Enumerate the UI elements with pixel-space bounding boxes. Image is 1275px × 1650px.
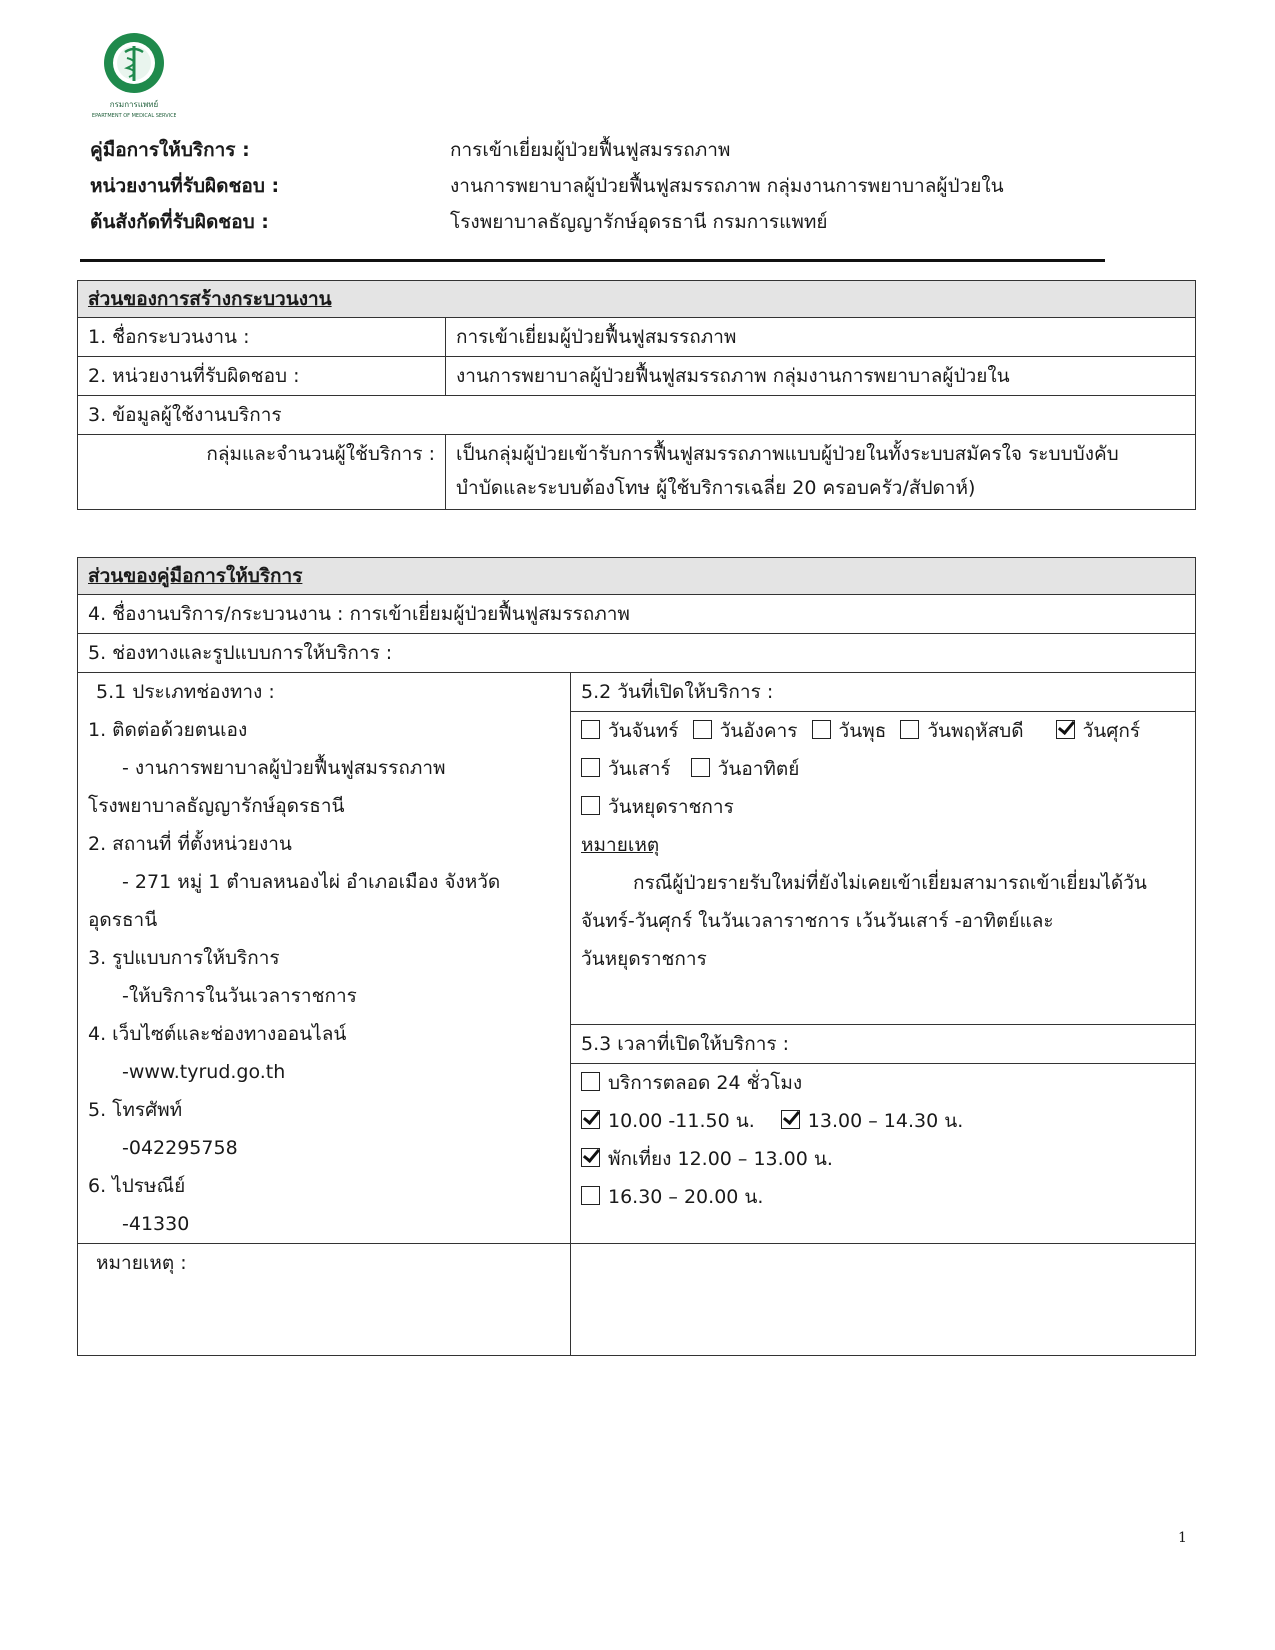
channel-line: 3. รูปแบบการให้บริการ	[88, 947, 280, 969]
process-name-value: การเข้าเยี่ยมผู้ป่วยฟื้นฟูสมรรถภาพ	[446, 318, 1196, 357]
users-label: 3. ข้อมูลผู้ใช้งานบริการ	[78, 396, 1196, 435]
process-unit-value: งานการพยาบาลผู้ป่วยฟื้นฟูสมรรถภาพ กลุ่มงานการพยาบาลผู้ป่วยใน	[446, 357, 1196, 396]
open-hours-title: 5.3 เวลาที่เปิดให้บริการ :	[571, 1025, 1196, 1064]
channel-line: 2. สถานที่ ที่ตั้งหน่วยงาน	[88, 833, 292, 855]
channel-line: -042295758	[122, 1137, 238, 1159]
checkbox-afternoon[interactable]	[781, 1110, 800, 1129]
hours-row-1	[581, 1064, 1185, 1102]
group-value	[446, 435, 1196, 510]
checkbox-evening[interactable]	[581, 1186, 600, 1205]
channel-types-cell	[78, 673, 571, 1244]
manual-table	[77, 557, 1196, 1356]
checkbox-lunch[interactable]	[581, 1148, 600, 1167]
day-friday-label: วันศุกร์	[1082, 720, 1141, 742]
channel-line: - งานการพยาบาลผู้ป่วยฟื้นฟูสมรรถภาพ	[122, 757, 446, 779]
day-wednesday-label: วันพุธ	[838, 720, 887, 742]
days-row-2	[581, 750, 1185, 788]
group-value-line-2: บำบัดและระบบต้องโทษ ผู้ใช้บริการเฉลี่ย 20 ครอบครัว/สัปดาห์)	[456, 477, 976, 499]
manual-label: คู่มือการให้บริการ :	[90, 139, 250, 161]
checkbox-holiday[interactable]	[581, 796, 600, 815]
channels-title: 5. ช่องทางและรูปแบบการให้บริการ :	[78, 634, 1196, 673]
manual-section-title: ส่วนของคู่มือการให้บริการ	[78, 558, 1196, 595]
unit-value: งานการพยาบาลผู้ป่วยฟื้นฟูสมรรถภาพ กลุ่มงานการพยาบาลผู้ป่วยใน	[450, 175, 1004, 197]
day-thursday-label: วันพฤหัสบดี	[927, 720, 1024, 742]
day-monday-label: วันจันทร์	[608, 720, 679, 742]
hours-evening-label: 16.30 – 20.00 น.	[608, 1186, 764, 1209]
open-hours-cell	[571, 1064, 1196, 1244]
channel-line: -www.tyrud.go.th	[122, 1061, 286, 1083]
hours-afternoon-label: 13.00 – 14.30 น.	[807, 1110, 964, 1133]
channel-types-title: 5.1 ประเภทช่องทาง :	[96, 681, 275, 703]
days-note-line-1: กรณีผู้ป่วยรายรับใหม่ที่ยังไม่เคยเข้าเยี่ยมสามารถเข้าเยี่ยมได้วัน	[633, 872, 1147, 894]
channel-line: 5. โทรศัพท์	[88, 1099, 183, 1121]
hours-24h-label: บริการตลอด 24 ชั่วโมง	[608, 1072, 803, 1095]
channel-line: 4. เว็บไซต์และช่องทางออนไลน์	[88, 1023, 347, 1045]
channel-line: -ให้บริการในวันเวลาราชการ	[122, 985, 357, 1007]
channel-line: 6. ไปรษณีย์	[88, 1175, 186, 1197]
group-label: กลุ่มและจำนวนผู้ใช้บริการ :	[78, 435, 446, 510]
unit-label: หน่วยงานที่รับผิดชอบ :	[90, 175, 280, 197]
channel-line: โรงพยาบาลธัญญารักษ์อุดรธานี	[88, 795, 345, 817]
checkbox-thursday[interactable]	[900, 720, 919, 739]
parent-value: โรงพยาบาลธัญญารักษ์อุดรธานี กรมการแพทย์	[450, 211, 828, 233]
header-divider	[80, 259, 1105, 262]
checkbox-monday[interactable]	[581, 720, 600, 739]
remark-value-cell	[571, 1244, 1196, 1356]
process-name-label: 1. ชื่อกระบวนงาน :	[78, 318, 446, 357]
service-name: 4. ชื่องานบริการ/กระบวนงาน : การเข้าเยี่ยมผู้ป่วยฟื้นฟูสมรรถภาพ	[78, 595, 1196, 634]
parent-label: ต้นสังกัดที่รับผิดชอบ :	[90, 211, 269, 233]
checkbox-sunday[interactable]	[691, 758, 710, 777]
page-number: 1	[1178, 1530, 1187, 1546]
days-note-title: หมายเหตุ	[581, 834, 660, 856]
hours-lunch-label: พักเที่ยง 12.00 – 13.00 น.	[608, 1148, 833, 1171]
process-section-title: ส่วนของการสร้างกระบวนงาน	[78, 281, 1196, 318]
hours-row-2	[581, 1102, 1185, 1140]
checkbox-tuesday[interactable]	[693, 720, 712, 739]
channel-line: - 271 หมู่ 1 ตำบลหนองไผ่ อำเภอเมือง จังหวัด	[122, 871, 501, 893]
day-tuesday-label: วันอังคาร	[719, 720, 798, 742]
manual-value: การเข้าเยี่ยมผู้ป่วยฟื้นฟูสมรรถภาพ	[450, 139, 731, 161]
logo-dept-en: DEPARTMENT OF MEDICAL SERVICES	[92, 113, 176, 119]
open-days-title: 5.2 วันที่เปิดให้บริการ :	[571, 673, 1196, 712]
checkbox-24h[interactable]	[581, 1072, 600, 1091]
channel-line: อุดรธานี	[88, 909, 158, 931]
days-note-line-3: วันหยุดราชการ	[581, 948, 707, 970]
days-row-3	[581, 788, 1185, 826]
logo-dept-th: กรมการแพทย์	[109, 100, 159, 109]
process-table	[77, 280, 1196, 510]
channel-line: 1. ติดต่อด้วยตนเอง	[88, 719, 248, 741]
days-row-1	[581, 712, 1185, 750]
group-value-line-1: เป็นกลุ่มผู้ป่วยเข้ารับการฟื้นฟูสมรรถภาพแบบผู้ป่วยในทั้งระบบสมัครใจ ระบบบังคับ	[456, 443, 1119, 465]
open-days-cell	[571, 712, 1196, 1025]
process-unit-label: 2. หน่วยงานที่รับผิดชอบ :	[78, 357, 446, 396]
ministry-logo	[92, 30, 176, 120]
hours-row-4	[581, 1178, 1185, 1216]
hours-morning-label: 10.00 -11.50 น.	[608, 1110, 755, 1133]
day-saturday-label: วันเสาร์	[608, 758, 671, 780]
days-note-line-2: จันทร์-วันศุกร์ ในวันเวลาราชการ เว้นวันเสาร์ -อาทิตย์และ	[581, 910, 1054, 932]
checkbox-friday[interactable]	[1056, 720, 1075, 739]
checkbox-morning[interactable]	[581, 1110, 600, 1129]
checkbox-wednesday[interactable]	[812, 720, 831, 739]
channel-line: -41330	[122, 1213, 190, 1235]
day-sunday-label: วันอาทิตย์	[717, 758, 800, 780]
remark-cell	[78, 1244, 571, 1356]
checkbox-saturday[interactable]	[581, 758, 600, 777]
hours-row-3	[581, 1140, 1185, 1178]
remark-label: หมายเหตุ :	[96, 1252, 187, 1274]
day-holiday-label: วันหยุดราชการ	[608, 796, 734, 818]
